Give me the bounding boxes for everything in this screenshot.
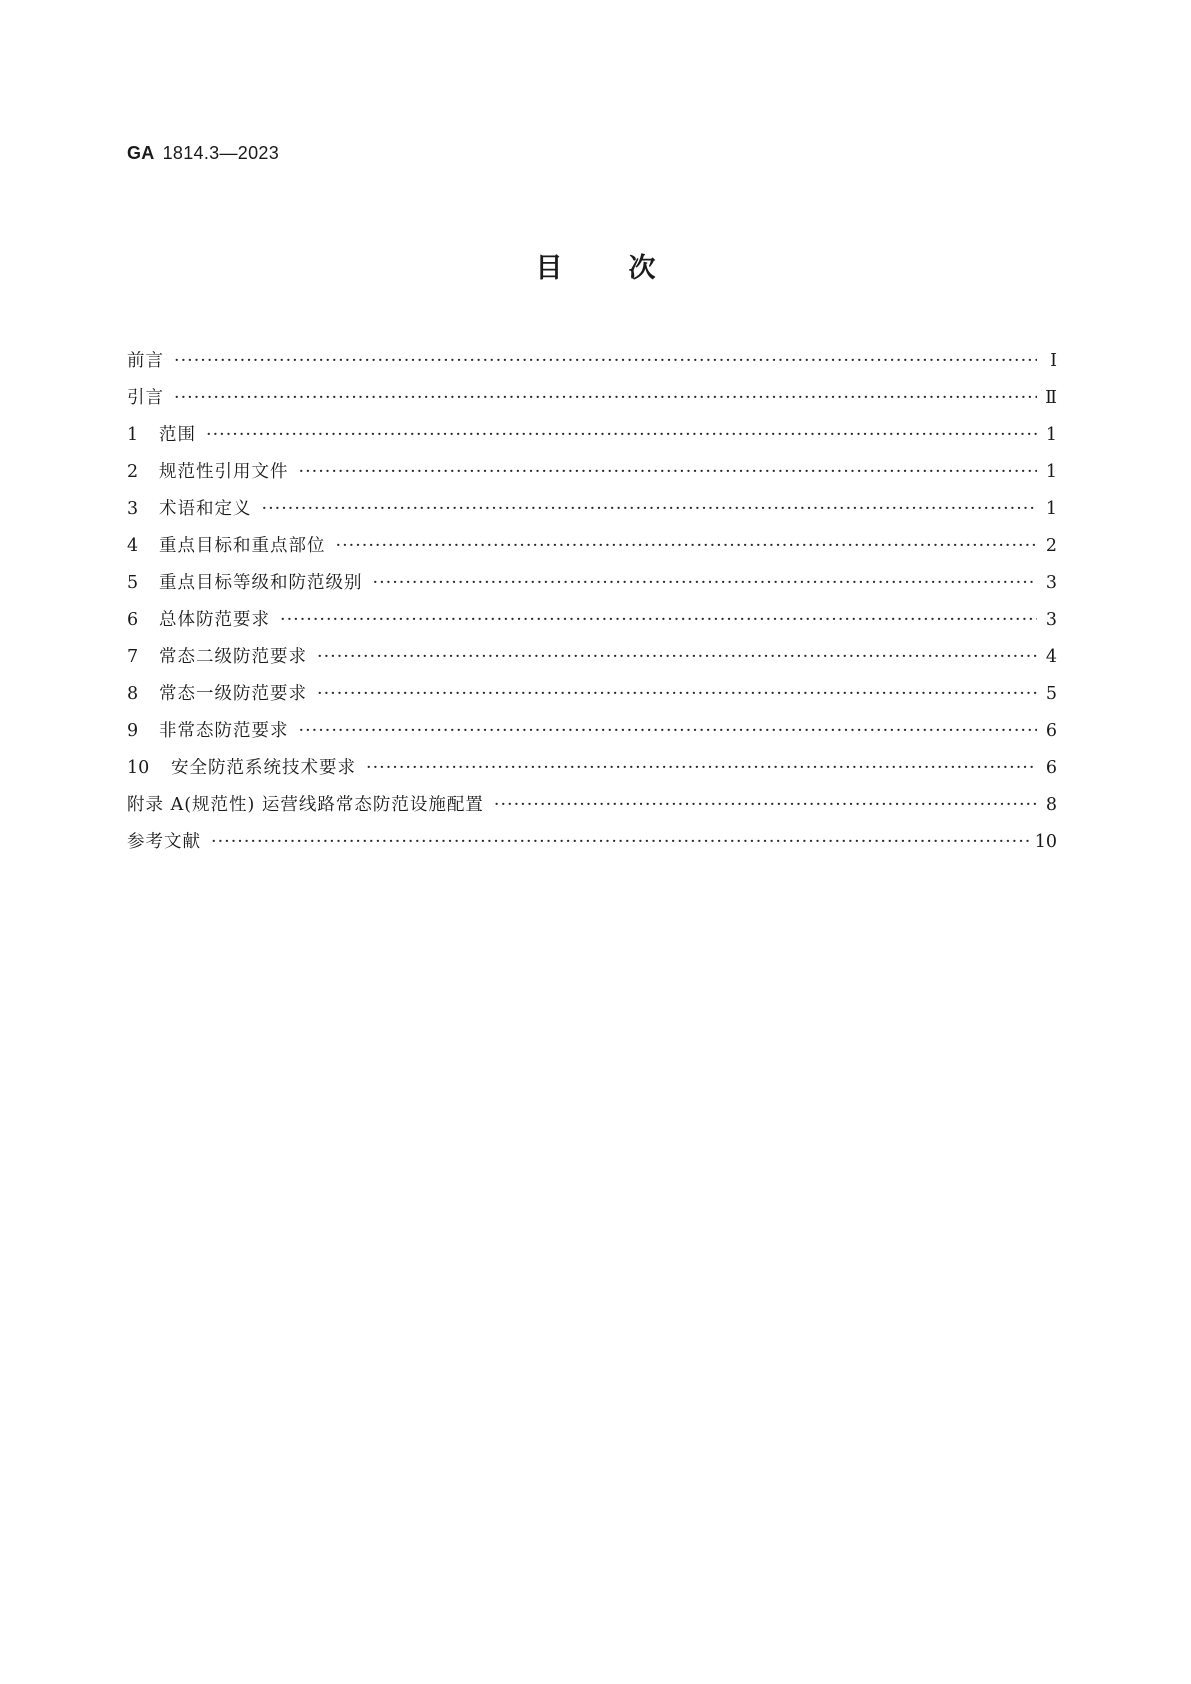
toc-entry-label: 常态一级防范要求 <box>159 684 307 704</box>
toc-entry-label: 引言 <box>127 388 164 408</box>
toc-entry-8[interactable] <box>127 676 1057 713</box>
toc-dot-leader <box>211 824 1029 861</box>
toc-entry-introduction[interactable] <box>127 380 1057 417</box>
toc-page-number: Ⅱ <box>1045 388 1057 408</box>
toc-entry-3[interactable] <box>127 491 1057 528</box>
toc-page-number: 1 <box>1045 462 1057 482</box>
toc-entry-4[interactable] <box>127 528 1057 565</box>
toc-dot-leader <box>317 676 1037 713</box>
toc-page-number: 6 <box>1045 721 1057 741</box>
toc-entry-1[interactable] <box>127 417 1057 454</box>
toc-title: 目次 <box>535 253 722 284</box>
toc-dot-leader <box>494 787 1037 824</box>
toc-dot-leader <box>336 528 1038 565</box>
toc-dot-leader <box>366 750 1037 787</box>
toc-entry-label: 范围 <box>159 425 196 445</box>
toc-entry-number: 8 <box>127 684 139 704</box>
toc-dot-leader <box>299 454 1038 491</box>
toc-dot-leader <box>174 380 1037 417</box>
toc-entry-7[interactable] <box>127 639 1057 676</box>
toc-dot-leader <box>174 343 1037 380</box>
toc-entry-5[interactable] <box>127 565 1057 602</box>
toc-entry-label: 总体防范要求 <box>159 610 270 630</box>
toc-entry-label: 安全防范系统技术要求 <box>171 758 356 778</box>
toc-page-number: 8 <box>1045 795 1057 815</box>
toc-page-number: 6 <box>1045 758 1057 778</box>
table-of-contents <box>127 343 1057 861</box>
toc-page-number: 3 <box>1045 573 1057 593</box>
toc-page-number: 4 <box>1045 647 1057 667</box>
toc-entry-number: 2 <box>127 462 139 482</box>
toc-entry-foreword[interactable] <box>127 343 1057 380</box>
toc-entry-label: 规范性引用文件 <box>159 462 289 482</box>
standard-prefix: GA <box>127 143 155 163</box>
toc-page-number: 1 <box>1045 499 1057 519</box>
toc-dot-leader <box>262 491 1038 528</box>
toc-entry-number: 3 <box>127 499 139 519</box>
toc-entry-appendix-a[interactable] <box>127 787 1057 824</box>
toc-page-number: 2 <box>1045 536 1057 556</box>
toc-entry-label: 附录 A(规范性) 运营线路常态防范设施配置 <box>127 795 484 815</box>
toc-entry-label: 非常态防范要求 <box>159 721 289 741</box>
toc-entry-label: 术语和定义 <box>159 499 252 519</box>
toc-dot-leader <box>299 713 1038 750</box>
toc-page-number: Ⅰ <box>1050 351 1057 371</box>
standard-code <box>127 143 279 164</box>
toc-dot-leader <box>373 565 1038 602</box>
toc-entry-label: 重点目标和重点部位 <box>159 536 326 556</box>
toc-entry-number: 5 <box>127 573 139 593</box>
toc-entry-number: 10 <box>127 758 150 778</box>
toc-page-number: 3 <box>1045 610 1057 630</box>
toc-page-number: 10 <box>1034 832 1057 852</box>
toc-entry-number: 7 <box>127 647 139 667</box>
toc-entry-label: 前言 <box>127 351 164 371</box>
toc-entry-number: 1 <box>127 425 139 445</box>
toc-entry-number: 4 <box>127 536 139 556</box>
toc-entry-label: 常态二级防范要求 <box>159 647 307 667</box>
toc-dot-leader <box>280 602 1037 639</box>
toc-entry-10[interactable] <box>127 750 1057 787</box>
toc-entry-number: 9 <box>127 721 139 741</box>
toc-dot-leader <box>206 417 1037 454</box>
toc-page-number: 5 <box>1045 684 1057 704</box>
standard-number: 1814.3—2023 <box>162 143 280 163</box>
toc-entry-bibliography[interactable] <box>127 824 1057 861</box>
toc-entry-6[interactable] <box>127 602 1057 639</box>
toc-page-number: 1 <box>1045 425 1057 445</box>
toc-entry-label: 重点目标等级和防范级别 <box>159 573 363 593</box>
toc-entry-9[interactable] <box>127 713 1057 750</box>
toc-entry-2[interactable] <box>127 454 1057 491</box>
toc-dot-leader <box>317 639 1037 676</box>
toc-entry-number: 6 <box>127 610 139 630</box>
toc-entry-label: 参考文献 <box>127 832 201 852</box>
